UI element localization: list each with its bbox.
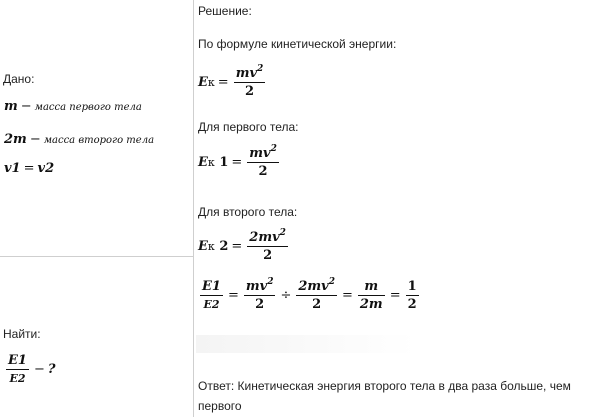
find-heading: Найти: (3, 327, 41, 341)
given-item-mass1: m − масса первого тела (4, 99, 142, 114)
formula-kinetic-energy: Eк = $\frac{mv^2}{2}$ (198, 64, 264, 99)
formula-label: По формуле кинетической энергии: (198, 37, 397, 51)
formula-first-body: Eк 1 = $\frac{mv^2}{2}$ (198, 144, 277, 179)
decorative-fade-bar (196, 335, 416, 353)
answer-text: Ответ: Кинетическая энергия второго тела в два раза больше, чем (198, 379, 571, 393)
formula-ratio: $\frac{E1}{E2}$ = $\frac{mv^2}{2}$ ÷ $\frac{2mv^2}{2}$ = $\frac{m}{2m}$ = $\frac{1}{2}$ (202, 277, 417, 312)
formula-second-body: Eк 2 = $\frac{2mv^2}{2}$ (198, 228, 286, 263)
second-body-label: Для второго тела: (198, 205, 298, 219)
solution-heading: Решение: (198, 4, 252, 18)
column-divider (193, 0, 194, 417)
given-heading: Дано: (3, 72, 35, 86)
given-item-velocity: v1 = v2 (4, 161, 55, 176)
given-item-mass2: 2m − масса второго тела (4, 132, 155, 147)
row-divider (0, 256, 193, 257)
answer-text-continued: первого (198, 399, 242, 413)
first-body-label: Для первого тела: (198, 120, 299, 134)
find-ratio: $\frac{E1}{E2}$ − ? (8, 353, 56, 385)
